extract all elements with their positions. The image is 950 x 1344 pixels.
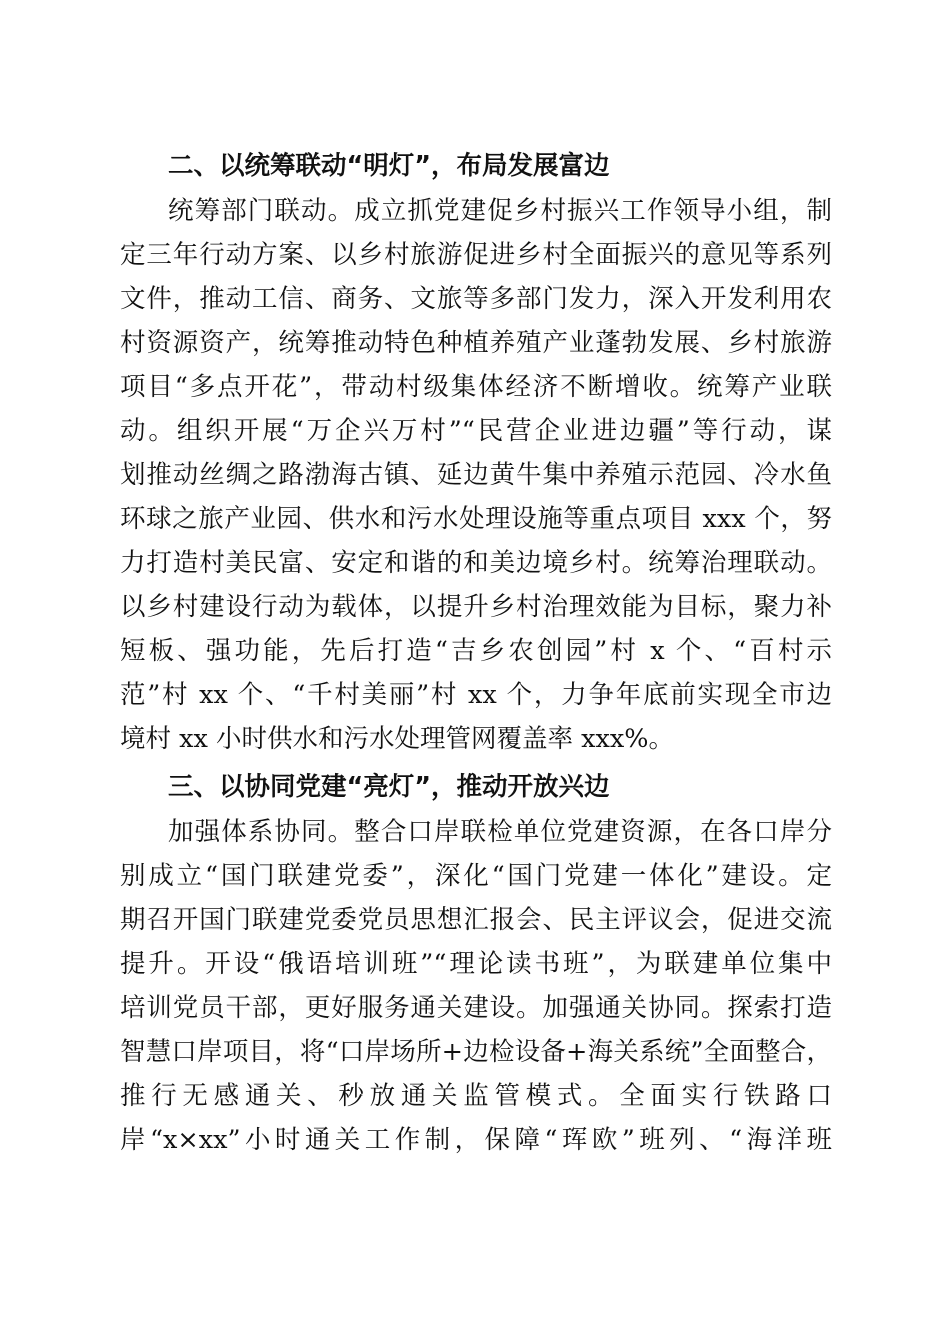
section-heading: 三、以协同党建“亮灯”，推动开放兴边 — [168, 772, 610, 802]
paragraph-line: 推行无感通关、秒放通关监管模式。全面实行铁路口 — [120, 1081, 832, 1111]
paragraph-line: 范”村 xx 个、“千村美丽”村 xx 个，力争年底前实现全市边 — [120, 680, 832, 710]
paragraph-line: 境村 xx 小时供水和污水处理管网覆盖率 xxx%。 — [120, 724, 674, 754]
paragraph-line: 培训党员干部，更好服务通关建设。加强通关协同。探索打造 — [120, 993, 832, 1023]
paragraph-line: 力打造村美民富、安定和谐的和美边境乡村。统筹治理联动。 — [120, 548, 832, 578]
paragraph-line: 以乡村建设行动为载体，以提升乡村治理效能为目标，聚力补 — [120, 592, 832, 622]
paragraph-line: 期召开国门联建党委党员思想汇报会、民主评议会，促进交流 — [120, 905, 832, 935]
paragraph-line: 项目“多点开花”，带动村级集体经济不断增收。统筹产业联 — [120, 372, 832, 402]
paragraph-line: 动。组织开展“万企兴万村”“民营企业进边疆”等行动，谋 — [120, 416, 832, 446]
paragraph-line: 统筹部门联动。成立抓党建促乡村振兴工作领导小组，制 — [168, 196, 832, 226]
paragraph-line: 环球之旅产业园、供水和污水处理设施等重点项目 xxx 个，努 — [120, 504, 832, 534]
paragraph-line: 划推动丝绸之路渤海古镇、延边黄牛集中养殖示范园、冷水鱼 — [120, 460, 832, 490]
paragraph-line: 加强体系协同。整合口岸联检单位党建资源，在各口岸分 — [168, 817, 832, 847]
paragraph-line: 岸“x×xx”小时通关工作制，保障“珲欧”班列、“海洋班 — [120, 1125, 832, 1155]
paragraph-line: 村资源资产，统筹推动特色种植养殖产业蓬勃发展、乡村旅游 — [120, 328, 832, 358]
section-heading: 二、以统筹联动“明灯”，布局发展富边 — [168, 151, 610, 181]
paragraph-line: 文件，推动工信、商务、文旅等多部门发力，深入开发利用农 — [120, 284, 832, 314]
paragraph-line: 智慧口岸项目，将“口岸场所+边检设备+海关系统”全面整合， — [120, 1037, 832, 1067]
paragraph-line: 定三年行动方案、以乡村旅游促进乡村全面振兴的意见等系列 — [120, 240, 832, 270]
paragraph-line: 提升。开设“俄语培训班”“理论读书班”，为联建单位集中 — [120, 949, 832, 979]
paragraph-line: 短板、强功能，先后打造“吉乡农创园”村 x 个、“百村示 — [120, 636, 832, 666]
paragraph-line: 别成立“国门联建党委”，深化“国门党建一体化”建设。定 — [120, 861, 832, 891]
